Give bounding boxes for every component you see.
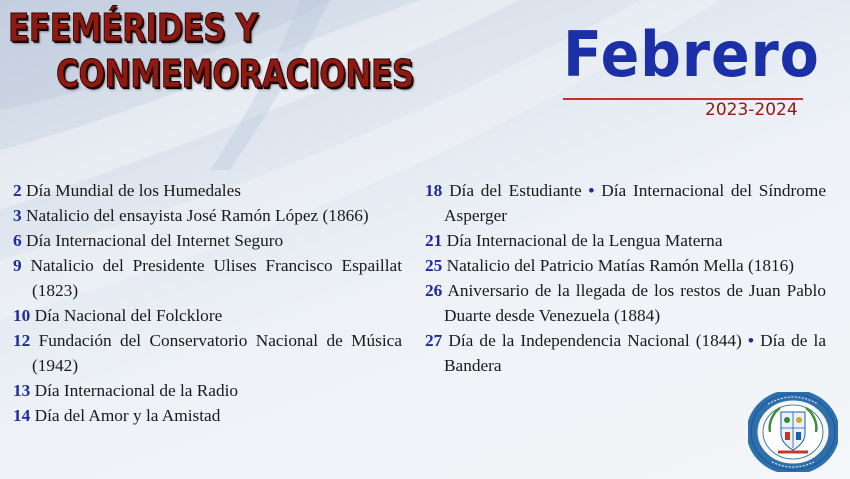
event-text: Fundación del Conservatorio Nacional de Música (1942) xyxy=(32,331,403,375)
event-item xyxy=(13,178,402,203)
event-item xyxy=(13,328,402,378)
event-text: Día Mundial de los Humedales xyxy=(25,181,241,200)
event-text-second: Día Internacional del Síndrome Asperger xyxy=(444,181,826,225)
event-item xyxy=(13,378,402,403)
event-text: Día del Amor y la Amistad xyxy=(34,406,221,425)
event-day: 26 xyxy=(425,281,443,300)
event-text: Día Nacional del Folcklore xyxy=(34,306,223,325)
events-left-column xyxy=(13,178,402,428)
event-text: Día Internacional de la Radio xyxy=(34,381,239,400)
bullet-separator: • xyxy=(747,331,754,350)
event-day: 14 xyxy=(13,406,31,425)
event-day: 18 xyxy=(425,181,443,200)
event-day: 2 xyxy=(13,181,22,200)
event-text: Aniversario de la llegada de los restos de Juan Pablo Duarte desde Venezuela (1884) xyxy=(444,281,826,325)
event-item xyxy=(425,228,826,253)
event-day: 12 xyxy=(13,331,31,350)
event-text-second: Día de la Bandera xyxy=(444,331,827,375)
event-text: Natalicio del Patricio Matías Ramón Mella (1816) xyxy=(446,256,795,275)
month-title: Febrero xyxy=(563,18,820,91)
event-item xyxy=(13,403,402,428)
event-text: Natalicio del ensayista José Ramón López (1866) xyxy=(25,206,369,225)
event-day: 21 xyxy=(425,231,443,250)
event-text: Día del Estudiante xyxy=(449,181,582,200)
event-day: 25 xyxy=(425,256,443,275)
event-item xyxy=(13,303,402,328)
event-text: Día de la Independencia Nacional (1844) xyxy=(448,331,742,350)
event-item xyxy=(13,253,402,303)
school-years: 2023-2024 xyxy=(705,100,798,120)
title-line-2: CONMEMORACIONES xyxy=(56,52,414,96)
event-item xyxy=(425,278,826,328)
event-day: 13 xyxy=(13,381,31,400)
event-item xyxy=(13,203,402,228)
event-item xyxy=(425,178,826,228)
event-text: Día Internacional del Internet Seguro xyxy=(25,231,284,250)
event-item xyxy=(425,253,826,278)
event-item xyxy=(425,328,826,378)
school-seal-logo xyxy=(748,392,838,472)
events-right-column xyxy=(425,178,826,378)
bullet-separator: • xyxy=(588,181,595,200)
event-day: 9 xyxy=(13,256,22,275)
event-day: 6 xyxy=(13,231,22,250)
event-text: Natalicio del Presidente Ulises Francisco Espaillat (1823) xyxy=(30,256,402,300)
event-day: 10 xyxy=(13,306,31,325)
event-item xyxy=(13,228,402,253)
title-line-1: EFEMÉRIDES Y xyxy=(8,6,258,50)
event-day: 3 xyxy=(13,206,22,225)
event-day: 27 xyxy=(425,331,443,350)
event-text: Día Internacional de la Lengua Materna xyxy=(446,231,723,250)
